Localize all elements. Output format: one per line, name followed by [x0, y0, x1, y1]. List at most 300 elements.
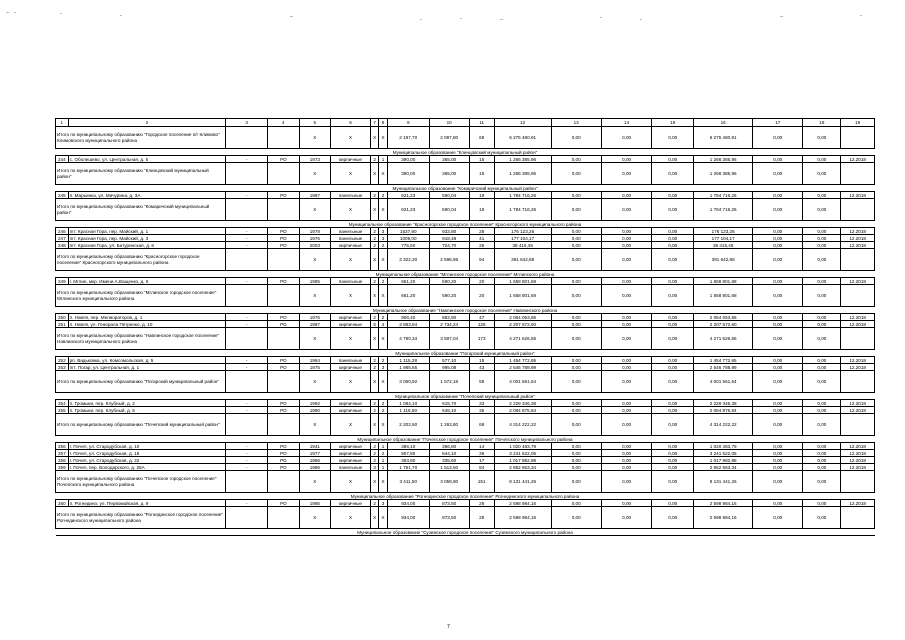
cell-c15: 0,00 — [652, 364, 694, 371]
cell-text: Муниципальное образование "Погарский муниципальный район" — [56, 350, 875, 357]
cell-c17: 0,00 — [753, 285, 803, 307]
cell-c16: 4 001 561,64 — [694, 371, 753, 393]
cell-c13: 0,00 — [551, 357, 601, 364]
table-row — [56, 357, 875, 364]
col-header: 17 — [753, 119, 803, 127]
cell-c17: 0,00 — [753, 156, 803, 163]
cell-c13: 0,00 — [551, 400, 601, 407]
cell-c15: 0,00 — [652, 471, 694, 493]
cell-c17: 0,00 — [753, 507, 803, 529]
cell-text: Итого по муниципальному образованию "Почепский муниципальный район" — [56, 414, 226, 436]
cell-c13: 0,00 — [551, 192, 601, 199]
cell-c4: РО — [268, 443, 299, 450]
cell-c16: 1 658 801,68 — [694, 278, 753, 285]
cell-c10: 862,80 — [429, 314, 469, 321]
col-header: 12 — [494, 119, 551, 127]
cell-c2: г. Почеп, ул. Стародубская, д. 18 — [68, 450, 226, 457]
cell-c14: 0,00 — [601, 371, 651, 393]
cell-empty — [226, 414, 268, 436]
cell-c17: 0,00 — [753, 500, 803, 507]
cell-text: Муниципальное образование "Навлинское городское поселение" Навлинского района — [56, 307, 875, 314]
cell-c10: 365,00 — [429, 163, 469, 185]
cell-c1: 252 — [56, 357, 69, 364]
cell-empty — [226, 471, 268, 493]
cell-c11: 33 — [469, 400, 494, 407]
cell-c16: 1 454 772,65 — [694, 357, 753, 364]
cell-c18: 0,00 — [803, 364, 841, 371]
cell-c9: 1 751,70 — [387, 464, 429, 471]
cell-c1: 249 — [56, 278, 69, 285]
cell-c10: 590,20 — [429, 285, 469, 307]
cell-c18: 0,00 — [803, 457, 841, 464]
cell-c4: РО — [268, 228, 299, 235]
cell-c8: 2 — [379, 407, 387, 414]
cell-c19: 12.2018 — [841, 443, 875, 450]
cell-c4: РО — [268, 314, 299, 321]
cell-c8: 3 — [379, 500, 387, 507]
cell-c14: 0,00 — [601, 328, 651, 350]
cell-c4: РО — [268, 242, 299, 249]
cell-c10: 615,70 — [429, 400, 469, 407]
cell-c14: 0,00 — [601, 249, 651, 271]
cell-c9: 906,40 — [387, 314, 429, 321]
cell-c6: панельные — [331, 192, 371, 199]
cell-empty — [268, 471, 299, 493]
cell-c7: 2 — [370, 407, 378, 414]
cell-c12: 3 241 522,05 — [494, 450, 551, 457]
cell-c13: 0,00 — [551, 242, 601, 249]
table-row — [56, 321, 875, 328]
cell-c11: 36 — [469, 450, 494, 457]
cell-c11: 84 — [469, 464, 494, 471]
cell-c8: X — [379, 328, 387, 350]
cell-c9: 1 084,10 — [387, 400, 429, 407]
cell-c19 — [841, 414, 875, 436]
cell-c11: 28 — [469, 507, 494, 529]
cell-c6: кирпичные — [331, 443, 371, 450]
cell-c10: 933,80 — [429, 228, 469, 235]
table-row — [56, 450, 875, 457]
cell-c11: 15 — [469, 156, 494, 163]
cell-empty — [226, 328, 268, 350]
cell-c11: 19 — [469, 192, 494, 199]
cell-c19: 12.2018 — [841, 364, 875, 371]
cell-c6: X — [331, 285, 371, 307]
cell-c19: 12.2018 — [841, 235, 875, 242]
cell-c12: 2 852 663,34 — [494, 464, 551, 471]
cell-c3: - — [226, 314, 268, 321]
cell-c10: 2 734,24 — [429, 321, 469, 328]
cell-c9: 661,20 — [387, 278, 429, 285]
col-header: 18 — [803, 119, 841, 127]
cell-c15: 0,00 — [652, 156, 694, 163]
cell-c10: 648,10 — [429, 407, 469, 414]
cell-c16: 1 784 716,26 — [694, 192, 753, 199]
cell-c15: 0,00 — [652, 163, 694, 185]
cell-c6: X — [331, 507, 371, 529]
cell-c4: РО — [268, 321, 299, 328]
total-row — [56, 371, 875, 393]
cell-c6: панельные — [331, 228, 371, 235]
cell-c8: X — [379, 507, 387, 529]
cell-c18: 0,00 — [803, 249, 841, 271]
cell-c6: X — [331, 471, 371, 493]
cell-text: Муниципальное образование "Почепский муниципальный район" — [56, 393, 875, 400]
cell-c11: 20 — [469, 285, 494, 307]
col-header: 4 — [268, 119, 299, 127]
cell-c11: 20 — [469, 278, 494, 285]
cell-c6: X — [331, 199, 371, 221]
cell-c13: 0,00 — [551, 450, 601, 457]
cell-c1: 256 — [56, 443, 69, 450]
cell-c8: X — [379, 163, 387, 185]
cell-c16: 2 546 788,99 — [694, 364, 753, 371]
cell-c10: 3 059,90 — [429, 471, 469, 493]
cell-c8: 2 — [379, 357, 387, 364]
cell-c5: X — [299, 414, 330, 436]
cell-c18: 0,00 — [803, 192, 841, 199]
cell-c12: 4 271 626,56 — [494, 328, 551, 350]
cell-c2: пгт. Красная Гора, пер. Майский, д. 1 — [68, 228, 226, 235]
cell-c11: 15 — [469, 357, 494, 364]
cell-c4: РО — [268, 278, 299, 285]
cell-c13: 0,00 — [551, 235, 601, 242]
cell-c15: 0,00 — [652, 228, 694, 235]
cell-c10: 365,00 — [429, 156, 469, 163]
cell-c1: 245 — [56, 192, 69, 199]
cell-c13: 0,00 — [551, 457, 601, 464]
cell-c14: 0,00 — [601, 156, 651, 163]
cell-c12: 2 546 788,99 — [494, 364, 551, 371]
cell-c18: 0,00 — [803, 328, 841, 350]
table-row — [56, 364, 875, 371]
cell-c19 — [841, 285, 875, 307]
cell-c10: 590,20 — [429, 278, 469, 285]
cell-c11: 28 — [469, 228, 494, 235]
cell-c15: 0,00 — [652, 199, 694, 221]
cell-c19 — [841, 328, 875, 350]
cell-c7: 2 — [370, 357, 378, 364]
cell-c11: 15 — [469, 163, 494, 185]
cell-c19: 12.2018 — [841, 156, 875, 163]
cell-c10: 1 263,80 — [429, 414, 469, 436]
cell-c16: 177 104,17 — [694, 235, 753, 242]
cell-empty — [268, 127, 299, 149]
cell-c1: 260 — [56, 500, 69, 507]
cell-empty — [268, 414, 299, 436]
cell-c15: 0,00 — [652, 414, 694, 436]
cell-c14: 0,00 — [601, 457, 651, 464]
cell-c10: 995,08 — [429, 364, 469, 371]
cell-c9: 390,00 — [387, 163, 429, 185]
cell-empty — [268, 249, 299, 271]
cell-c15: 0,00 — [652, 328, 694, 350]
table-row — [56, 314, 875, 321]
cell-c19 — [841, 249, 875, 271]
cell-c11: 19 — [469, 199, 494, 221]
cell-c17: 0,00 — [753, 249, 803, 271]
cell-c5: 1990 — [299, 407, 330, 414]
cell-c17: 0,00 — [753, 407, 803, 414]
cell-c15: 0,00 — [652, 443, 694, 450]
cell-c10: 724,70 — [429, 242, 469, 249]
cell-c7: X — [370, 471, 378, 493]
cell-c4: РО — [268, 192, 299, 199]
cell-c5: 1987 — [299, 192, 330, 199]
cell-c10: 918,48 — [429, 235, 469, 242]
cell-c2: п. Марьинка, ул. Мичурина, д. 3А — [68, 192, 226, 199]
cell-text: Итого по муниципальному образованию "Мглинское городское поселение" Мглинского муниципального района — [56, 285, 226, 307]
cell-c7: X — [370, 285, 378, 307]
cell-c11: 43 — [469, 364, 494, 371]
cell-c19: 12.2018 — [841, 357, 875, 364]
cell-c9: 775,50 — [387, 242, 429, 249]
housing-program-table — [55, 118, 875, 536]
municipality-header-row — [56, 149, 875, 156]
cell-c18: 0,00 — [803, 464, 841, 471]
cell-c17: 0,00 — [753, 450, 803, 457]
cell-c7: X — [370, 371, 378, 393]
cell-c7: 2 — [370, 450, 378, 457]
cell-c5: X — [299, 127, 330, 149]
cell-c9: 621,23 — [387, 199, 429, 221]
cell-c10: 873,50 — [429, 500, 469, 507]
cell-c12: 2 084 875,84 — [494, 407, 551, 414]
table-row — [56, 242, 875, 249]
cell-c11: 151 — [469, 471, 494, 493]
cell-c15: 0,00 — [652, 371, 694, 393]
cell-c17: 0,00 — [753, 364, 803, 371]
cell-c7: X — [370, 163, 378, 185]
cell-c5: 1978 — [299, 228, 330, 235]
cell-c18: 0,00 — [803, 314, 841, 321]
table-row — [56, 407, 875, 414]
table-row — [56, 228, 875, 235]
cell-c8: 1 — [379, 457, 387, 464]
cell-c13: 0,00 — [551, 443, 601, 450]
cell-c7: X — [370, 328, 378, 350]
cell-text: Итого по муниципальному образованию "Клинцовский муниципальный район" — [56, 163, 226, 185]
cell-c13: 0,00 — [551, 156, 601, 163]
cell-c9: 1 115,28 — [387, 357, 429, 364]
cell-c13: 0,00 — [551, 314, 601, 321]
cell-text: Итого по муниципальному образованию "Городское поселение п/г Климово" Климовского муниципального района — [56, 127, 226, 149]
cell-c7: X — [370, 507, 378, 529]
cell-c16: 2 207 572,60 — [694, 321, 753, 328]
cell-empty — [268, 285, 299, 307]
cell-c13: 0,00 — [551, 249, 601, 271]
cell-c12: 177 104,17 — [494, 235, 551, 242]
col-header: 16 — [694, 119, 753, 127]
cell-c10: 2 097,80 — [429, 127, 469, 149]
cell-empty — [226, 249, 268, 271]
cell-c10: 873,50 — [429, 507, 469, 529]
cell-c7: 2 — [370, 457, 378, 464]
cell-c19: 12.2018 — [841, 400, 875, 407]
cell-c13: 0,00 — [551, 285, 601, 307]
cell-c8: X — [379, 471, 387, 493]
cell-c14: 0,00 — [601, 228, 651, 235]
cell-c12: 176 123,26 — [494, 228, 551, 235]
cell-c15: 0,00 — [652, 507, 694, 529]
cell-c12: 38 415,45 — [494, 242, 551, 249]
cell-c13: 0,00 — [551, 328, 601, 350]
cell-c11: 25 — [469, 242, 494, 249]
cell-c13: 0,00 — [551, 471, 601, 493]
cell-c5: X — [299, 328, 330, 350]
cell-c9: 1 985,65 — [387, 364, 429, 371]
municipality-header-row — [56, 185, 875, 192]
cell-c11: 69 — [469, 127, 494, 149]
cell-c14: 0,00 — [601, 163, 651, 185]
municipality-header-row — [56, 436, 875, 443]
cell-c14: 0,00 — [601, 443, 651, 450]
scan-noise-marks — [0, 10, 905, 24]
cell-c14: 0,00 — [601, 127, 651, 149]
cell-c14: 0,00 — [601, 450, 651, 457]
cell-c9: 4 790,34 — [387, 328, 429, 350]
col-header: 19 — [841, 119, 875, 127]
cell-c5: 1976 — [299, 235, 330, 242]
cell-c17: 0,00 — [753, 228, 803, 235]
cell-c11: 173 — [469, 328, 494, 350]
cell-c7: 2 — [370, 228, 378, 235]
cell-c6: кирпичные — [331, 450, 371, 457]
cell-c9: 934,00 — [387, 507, 429, 529]
cell-empty — [226, 163, 268, 185]
cell-text: Муниципальное образование "Комаричский муниципальный район" — [56, 185, 875, 192]
cell-c17: 0,00 — [753, 163, 803, 185]
total-row — [56, 249, 875, 271]
data-table — [55, 118, 875, 536]
cell-c8: 2 — [379, 450, 387, 457]
table-row — [56, 400, 875, 407]
cell-c4: РО — [268, 364, 299, 371]
cell-c5: 1985 — [299, 278, 330, 285]
cell-c12: 4 001 561,64 — [494, 371, 551, 393]
cell-c7: 2 — [370, 192, 378, 199]
cell-c6: кирпичные — [331, 364, 371, 371]
cell-c9: 386,10 — [387, 443, 429, 450]
cell-c5: 1977 — [299, 450, 330, 457]
cell-c18: 0,00 — [803, 407, 841, 414]
cell-c3: - — [226, 242, 268, 249]
cell-c3: - — [226, 235, 268, 242]
cell-c9: 3 883,94 — [387, 321, 429, 328]
cell-c6: кирпичные — [331, 314, 371, 321]
cell-c9: 353,80 — [387, 457, 429, 464]
cell-c7: 5 — [370, 321, 378, 328]
cell-c17: 0,00 — [753, 443, 803, 450]
cell-c11: 35 — [469, 407, 494, 414]
cell-c4: РО — [268, 500, 299, 507]
cell-c18: 0,00 — [803, 242, 841, 249]
cell-c18: 0,00 — [803, 228, 841, 235]
cell-c12: 1 784 716,26 — [494, 192, 551, 199]
cell-c1: 259 — [56, 464, 69, 471]
cell-text: Итого по муниципальному образованию "Комаричский муниципальный район" — [56, 199, 226, 221]
cell-c7: 2 — [370, 278, 378, 285]
cell-c11: 47 — [469, 314, 494, 321]
cell-c16: 3 241 522,05 — [694, 450, 753, 457]
cell-c9: 2 202,60 — [387, 414, 429, 436]
cell-c7: X — [370, 127, 378, 149]
cell-c18: 0,00 — [803, 357, 841, 364]
total-row — [56, 414, 875, 436]
cell-c19: 12.2018 — [841, 457, 875, 464]
cell-c16: 1 017 982,98 — [694, 457, 753, 464]
cell-c17: 0,00 — [753, 199, 803, 221]
cell-c17: 0,00 — [753, 357, 803, 364]
table-row — [56, 156, 875, 163]
cell-c15: 0,00 — [652, 314, 694, 321]
cell-c8: 2 — [379, 242, 387, 249]
cell-c15: 0,00 — [652, 278, 694, 285]
cell-c15: 0,00 — [652, 464, 694, 471]
cell-c14: 0,00 — [601, 407, 651, 414]
cell-c16: 4 271 626,56 — [694, 328, 753, 350]
cell-c13: 0,00 — [551, 321, 601, 328]
cell-c14: 0,00 — [601, 242, 651, 249]
table-row — [56, 457, 875, 464]
cell-c8: 2 — [379, 192, 387, 199]
cell-c16: 8 131 441,26 — [694, 471, 753, 493]
cell-c2: пгт. Красная Гора, ул. Батуринская, д. 6 — [68, 242, 226, 249]
cell-c18: 0,00 — [803, 127, 841, 149]
cell-c6: X — [331, 414, 371, 436]
cell-c15: 0,00 — [652, 192, 694, 199]
cell-c16: 1 266 385,96 — [694, 156, 753, 163]
cell-c3: - — [226, 278, 268, 285]
cell-c5: 1975 — [299, 364, 330, 371]
cell-c2: п. Громыки, пер. Клубный, д. 2 — [68, 400, 226, 407]
col-header: 3 — [226, 119, 268, 127]
page-number: 7 — [447, 624, 450, 630]
cell-c7: 2 — [370, 443, 378, 450]
cell-c12: 1 266 385,96 — [494, 156, 551, 163]
cell-c14: 0,00 — [601, 471, 651, 493]
col-header: 14 — [601, 119, 651, 127]
cell-c12: 1 658 801,68 — [494, 278, 551, 285]
cell-c16: 1 784 716,26 — [694, 199, 753, 221]
municipality-header-row — [56, 307, 875, 314]
cell-text: Муниципальное образование "Мглинское городское поселение" Мглинского района — [56, 271, 875, 278]
cell-c5: 2003 — [299, 242, 330, 249]
cell-c5: X — [299, 471, 330, 493]
cell-c6: X — [331, 328, 371, 350]
cell-c16: 2 084 875,84 — [694, 407, 753, 414]
cell-c6: панельные — [331, 235, 371, 242]
cell-c3: - — [226, 400, 268, 407]
cell-c19: 12.2018 — [841, 228, 875, 235]
cell-c19: 12.2018 — [841, 464, 875, 471]
cell-c15: 0,00 — [652, 242, 694, 249]
cell-text: Муниципальное образование "Красногорское городское поселение" Красногорского муниципального района — [56, 221, 875, 228]
cell-c17: 0,00 — [753, 314, 803, 321]
cell-c12: 1 266 385,96 — [494, 163, 551, 185]
cell-c1: 257 — [56, 450, 69, 457]
col-header: 11 — [469, 119, 494, 127]
cell-c6: панельные — [331, 464, 371, 471]
cell-c14: 0,00 — [601, 400, 651, 407]
cell-c12: 6 275 480,91 — [494, 127, 551, 149]
cell-c10: 1 572,18 — [429, 371, 469, 393]
cell-c13: 0,00 — [551, 199, 601, 221]
cell-c19: 12.2018 — [841, 192, 875, 199]
cell-c7: 2 — [370, 364, 378, 371]
cell-c8: 3 — [379, 235, 387, 242]
cell-c14: 0,00 — [601, 192, 651, 199]
